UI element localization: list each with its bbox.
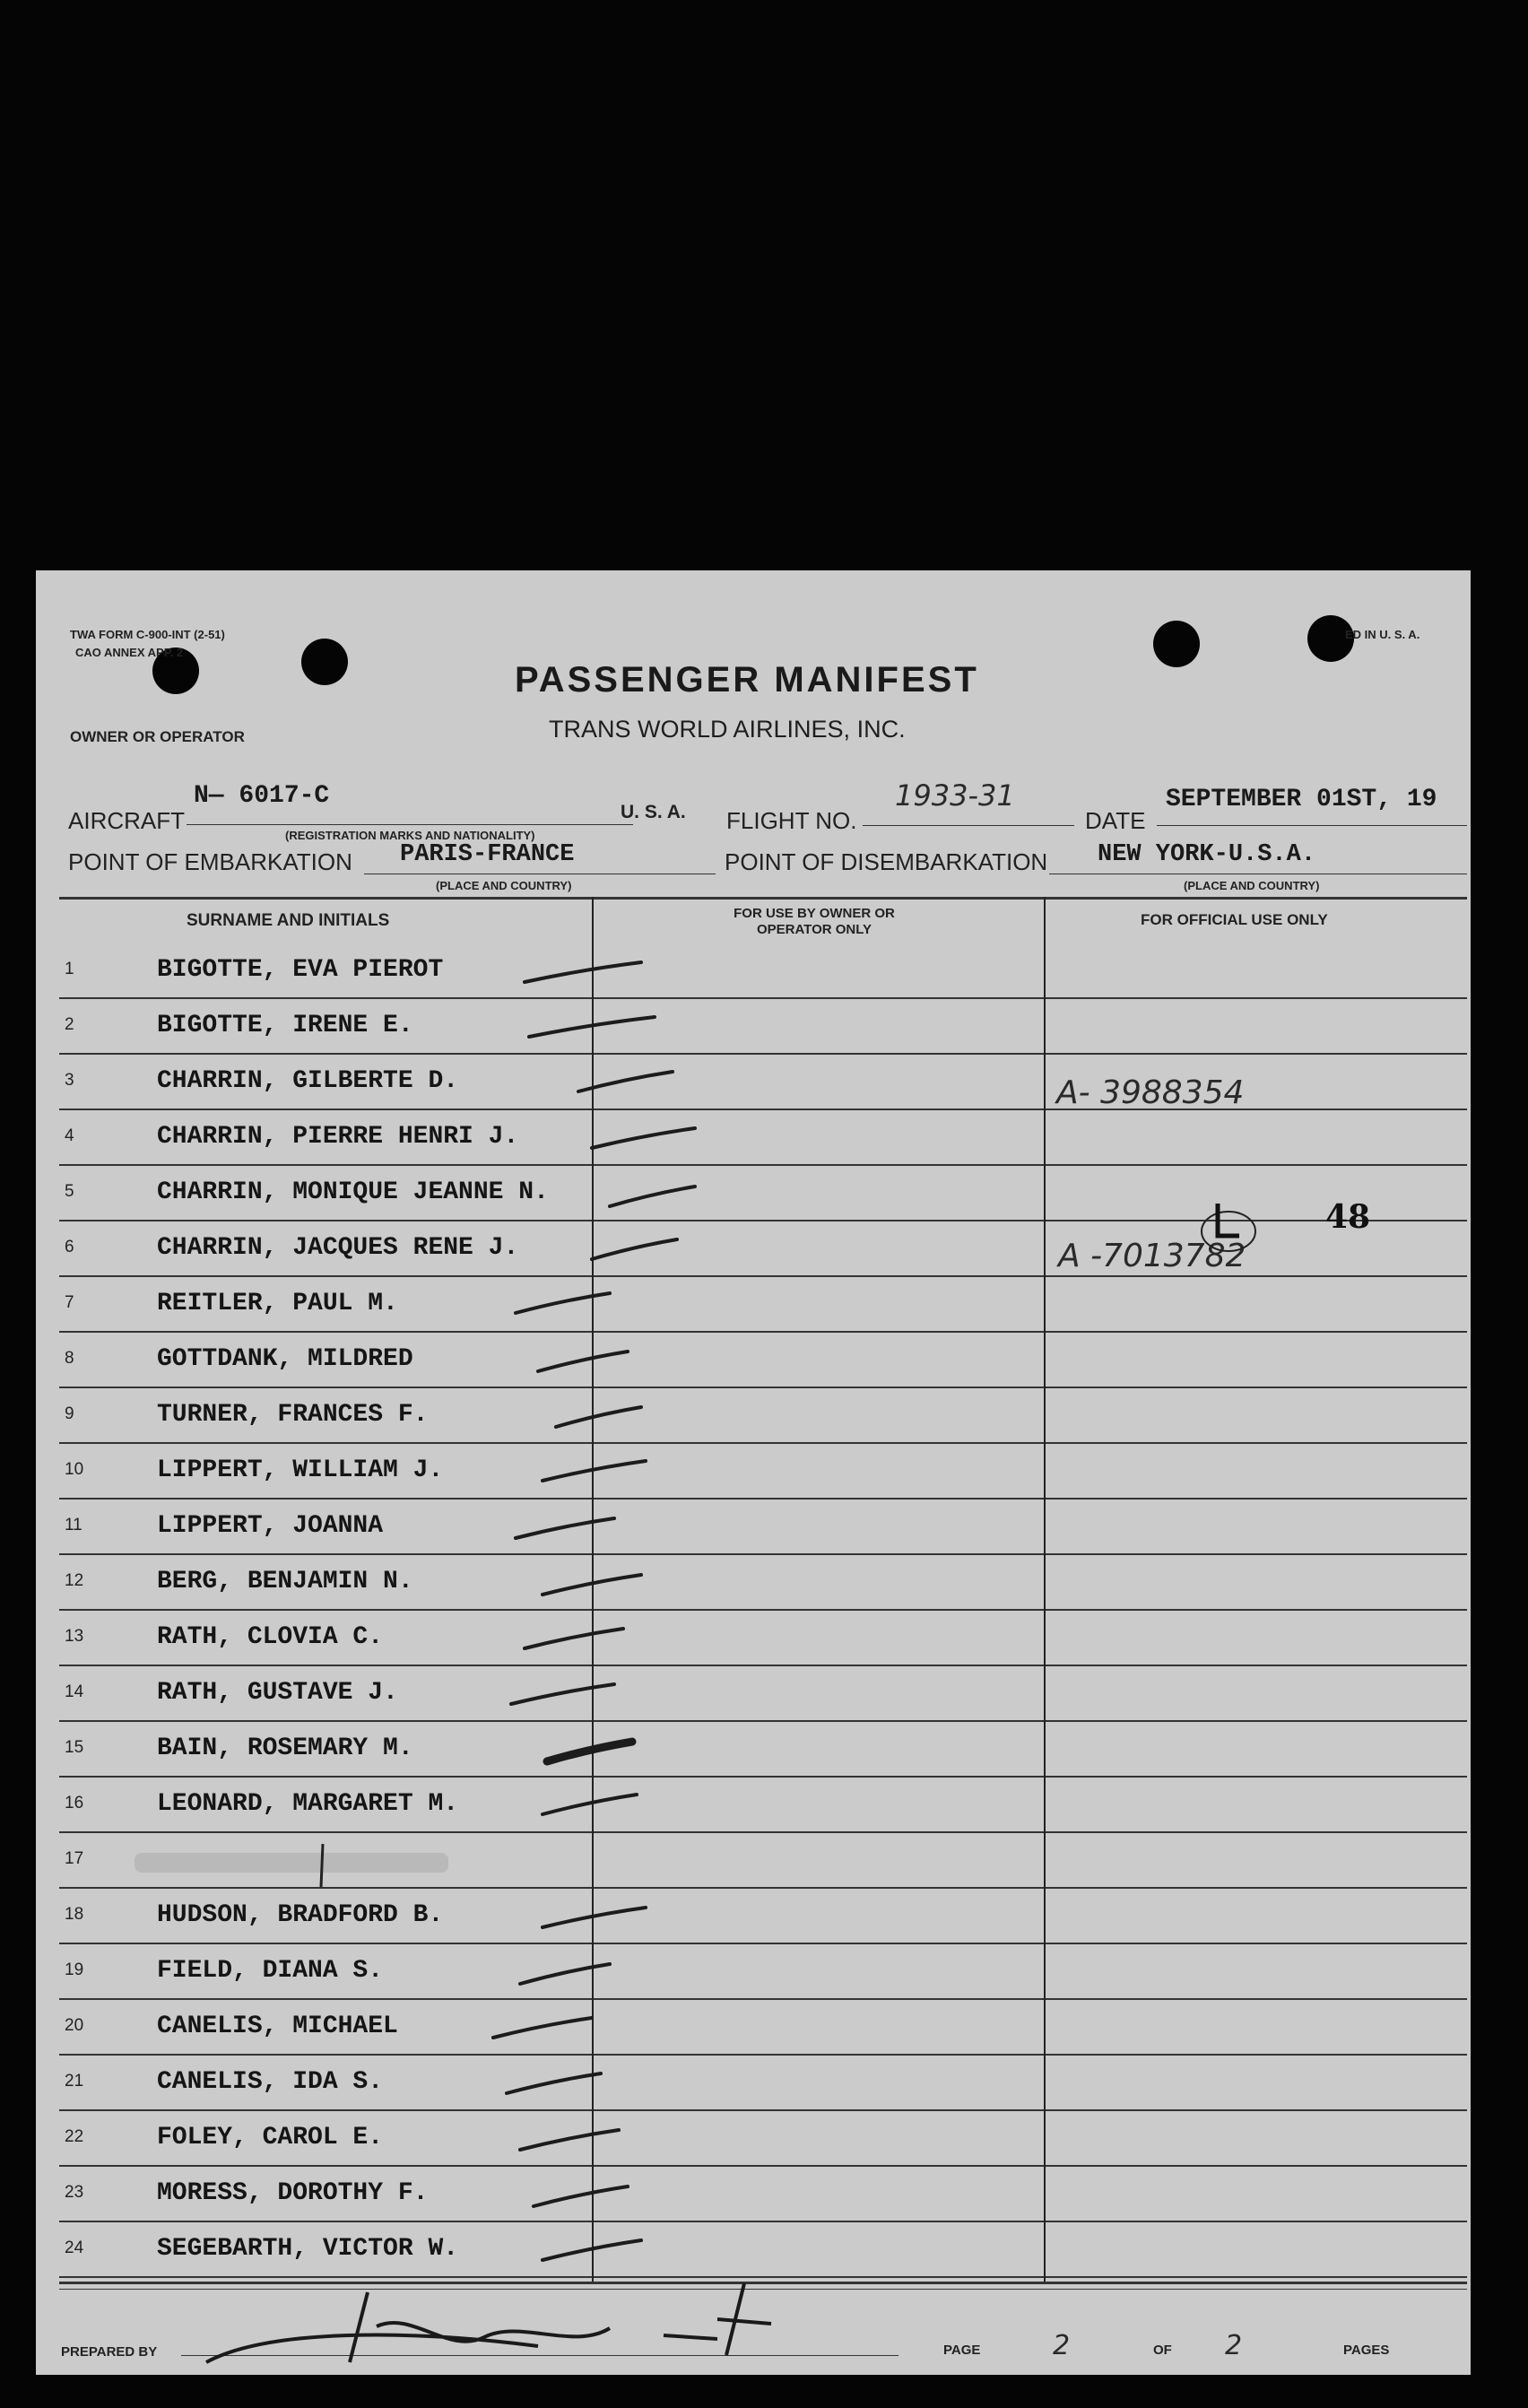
check-mark (556, 1407, 641, 1427)
row-number: 1 (65, 960, 74, 978)
row-number: 14 (65, 1682, 84, 1701)
row-number: 18 (65, 1905, 84, 1924)
check-mark (543, 1461, 646, 1481)
row-number: 21 (65, 2072, 84, 2091)
form-title: PASSENGER MANIFEST (515, 660, 979, 700)
page-value: 2 (1053, 2330, 1071, 2361)
passenger-name: BAIN, ROSEMARY M. (157, 1734, 413, 1762)
passenger-name: MORESS, DOROTHY F. (157, 2179, 429, 2207)
passenger-name: CANELIS, IDA S. (157, 2068, 384, 2096)
passenger-name: FIELD, DIANA S. (157, 1957, 384, 1985)
embarkation-label: POINT OF EMBARKATION (68, 848, 352, 875)
signature (206, 2283, 771, 2362)
check-mark (547, 1742, 632, 1761)
form-id: TWA FORM C-900-INT (2-51) (70, 628, 225, 641)
row-number: 12 (65, 1571, 84, 1590)
check-mark (520, 1964, 610, 1984)
flight-value: 1933-31 (895, 778, 1015, 813)
check-mark (578, 1072, 673, 1091)
row-number: 19 (65, 1960, 84, 1979)
row-number: 22 (65, 2127, 84, 2146)
check-mark (493, 2018, 592, 2038)
check-mark (525, 1629, 623, 1648)
row-number: 6 (65, 1238, 74, 1256)
row-number: 23 (65, 2183, 84, 2202)
row-number: 10 (65, 1460, 84, 1479)
row-number: 9 (65, 1404, 74, 1423)
col-header-names: SURNAME AND INITIALS (187, 911, 390, 930)
row-number: 4 (65, 1126, 74, 1145)
check-mark (516, 1293, 610, 1313)
check-mark (529, 1017, 655, 1037)
passenger-name: CHARRIN, GILBERTE D. (157, 1067, 459, 1095)
passenger-name: LEONARD, MARGARET M. (157, 1790, 459, 1818)
passenger-name: CHARRIN, MONIQUE JEANNE N. (157, 1178, 549, 1206)
row-17-mark (321, 1844, 323, 1887)
handwritten-marks (36, 570, 1471, 2375)
passenger-name: FOLEY, CAROL E. (157, 2124, 384, 2152)
passenger-name: CHARRIN, PIERRE HENRI J. (157, 1123, 519, 1151)
check-mark (516, 1518, 614, 1538)
check-mark (520, 2130, 619, 2150)
row-number: 13 (65, 1627, 84, 1646)
check-mark (592, 1128, 695, 1148)
passenger-name: REITLER, PAUL M. (157, 1290, 398, 1317)
col-header-owner: FOR USE BY OWNER OR OPERATOR ONLY (734, 906, 895, 937)
embarkation-value: PARIS-FRANCE (400, 841, 575, 868)
aircraft-label: AIRCRAFT (68, 807, 185, 834)
row-number: 24 (65, 2238, 84, 2257)
registration-caption: (REGISTRATION MARKS AND NATIONALITY) (285, 829, 535, 842)
airline-name: TRANS WORLD AIRLINES, INC. (549, 716, 906, 743)
passenger-name: RATH, CLOVIA C. (157, 1623, 384, 1651)
passenger-name: CHARRIN, JACQUES RENE J. (157, 1234, 519, 1262)
date-value: SEPTEMBER 01ST, 19 (1166, 786, 1437, 813)
bracket-mark (1218, 1204, 1239, 1236)
flight-label: FLIGHT NO. (726, 807, 857, 834)
row-number: 8 (65, 1349, 74, 1368)
passenger-name: BIGOTTE, EVA PIEROT (157, 956, 444, 984)
row-number: 5 (65, 1182, 74, 1201)
passenger-name: TURNER, FRANCES F. (157, 1401, 429, 1429)
passenger-name: GOTTDANK, MILDRED (157, 1345, 413, 1373)
disembarkation-label: POINT OF DISEMBARKATION (725, 848, 1048, 875)
passenger-name: LIPPERT, JOANNA (157, 1512, 384, 1540)
usa-label: U. S. A. (621, 802, 686, 822)
printed-in: ED IN U. S. A. (1345, 628, 1420, 641)
check-mark (543, 1908, 646, 1927)
of-value: 2 (1225, 2330, 1243, 2361)
col-header-official: FOR OFFICIAL USE ONLY (1141, 911, 1328, 928)
check-mark (511, 1684, 614, 1704)
passenger-name: RATH, GUSTAVE J. (157, 1679, 398, 1707)
official-note-row-3: A- 3988354 (1056, 1074, 1245, 1111)
passenger-name: BERG, BENJAMIN N. (157, 1568, 413, 1595)
aircraft-value: N— 6017-C (194, 782, 330, 810)
check-mark (543, 1795, 637, 1814)
row-number: 11 (65, 1516, 82, 1534)
manifest-form (36, 570, 1471, 2375)
check-mark (543, 2240, 641, 2260)
row-number: 20 (65, 2016, 84, 2035)
row-number: 2 (65, 1015, 74, 1034)
passenger-name: HUDSON, BRADFORD B. (157, 1901, 444, 1929)
pages-label: PAGES (1343, 2343, 1390, 2358)
passenger-name: SEGEBARTH, VICTOR W. (157, 2235, 459, 2263)
row-number: 17 (65, 1849, 84, 1868)
check-mark (610, 1187, 695, 1206)
owner-operator-label: OWNER OR OPERATOR (70, 728, 245, 745)
check-mark (534, 2186, 628, 2206)
passenger-name: CANELIS, MICHAEL (157, 2012, 398, 2040)
check-mark (592, 1239, 677, 1259)
of-label: OF (1153, 2343, 1172, 2358)
row-number: 15 (65, 1738, 84, 1757)
disembarkation-caption: (PLACE AND COUNTRY) (1184, 879, 1320, 892)
prepared-by-label: PREPARED BY (61, 2344, 158, 2360)
date-label: DATE (1085, 807, 1146, 834)
check-mark (538, 1352, 628, 1371)
official-note-row-6: A -7013782 (1058, 1238, 1246, 1274)
embarkation-caption: (PLACE AND COUNTRY) (436, 879, 572, 892)
check-mark (507, 2073, 601, 2093)
circled-number (1202, 1212, 1255, 1251)
passenger-name: BIGOTTE, IRENE E. (157, 1012, 413, 1039)
row-number: 3 (65, 1071, 74, 1090)
side-number: 48 (1325, 1198, 1371, 1236)
disembarkation-value: NEW YORK-U.S.A. (1098, 841, 1316, 868)
check-mark (543, 1575, 641, 1595)
row-number: 7 (65, 1293, 74, 1312)
cao-annex: CAO ANNEX APP. 2 (75, 646, 184, 659)
page-label: PAGE (943, 2343, 981, 2358)
check-mark (525, 962, 641, 982)
passenger-name: LIPPERT, WILLIAM J. (157, 1456, 444, 1484)
row-number: 16 (65, 1794, 84, 1813)
